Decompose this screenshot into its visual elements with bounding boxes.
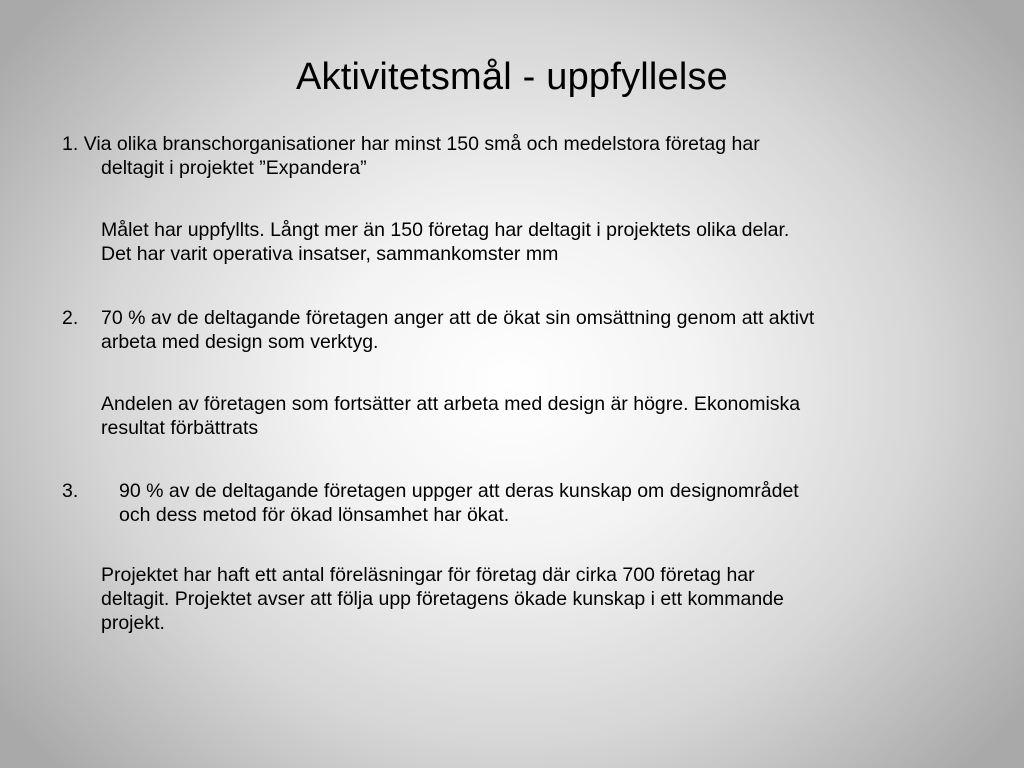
item-2-number: 2.: [62, 307, 79, 329]
item-3-followup-line-3: projekt.: [101, 612, 165, 634]
item-1: [62, 132, 760, 156]
item-1-continuation: [101, 156, 367, 180]
item-1-line-2: deltagit i projektet ”Expandera”: [101, 157, 367, 179]
item-1-followup-line-2: Det har varit operativa insatser, sammankomster mm: [101, 243, 559, 265]
item-3-line-1: 90 % av de deltagande företagen uppger att deras kunskap om designområdet: [119, 480, 799, 502]
item-2-line-1: 70 % av de deltagande företagen anger att de ökat sin omsättning genom att aktivt: [101, 307, 815, 329]
item-3-line-2: och dess metod för ökad lönsamhet har ökat.: [119, 504, 510, 526]
item-2-followup: [101, 392, 800, 440]
item-3-followup: [101, 563, 784, 635]
item-2: [101, 306, 814, 354]
slide-title: Aktivitetsmål - uppfyllelse: [296, 56, 728, 98]
item-1-followup: [101, 218, 789, 266]
item-1-prefix: 1.: [62, 133, 84, 155]
item-2-followup-line-2: resultat förbättrats: [101, 417, 259, 439]
item-3: [119, 479, 799, 527]
item-3-followup-line-1: Projektet har haft ett antal föreläsningar för företag där cirka 700 företag har: [101, 564, 755, 586]
item-2-followup-line-1: Andelen av företagen som fortsätter att arbeta med design är högre. Ekonomiska: [101, 393, 801, 415]
item-3-followup-line-2: deltagit. Projektet avser att följa upp företagens ökade kunskap i ett kommande: [101, 588, 784, 610]
item-1-followup-line-1: Målet har uppfyllts. Långt mer än 150 företag har deltagit i projektets olika delar.: [101, 219, 790, 241]
item-1-line-1: 1. Via olika branschorganisationer har minst 150 små och medelstora företag har: [62, 133, 760, 155]
item-2-line-2: arbeta med design som verktyg.: [101, 331, 379, 353]
item-3-number: 3.: [62, 480, 79, 502]
